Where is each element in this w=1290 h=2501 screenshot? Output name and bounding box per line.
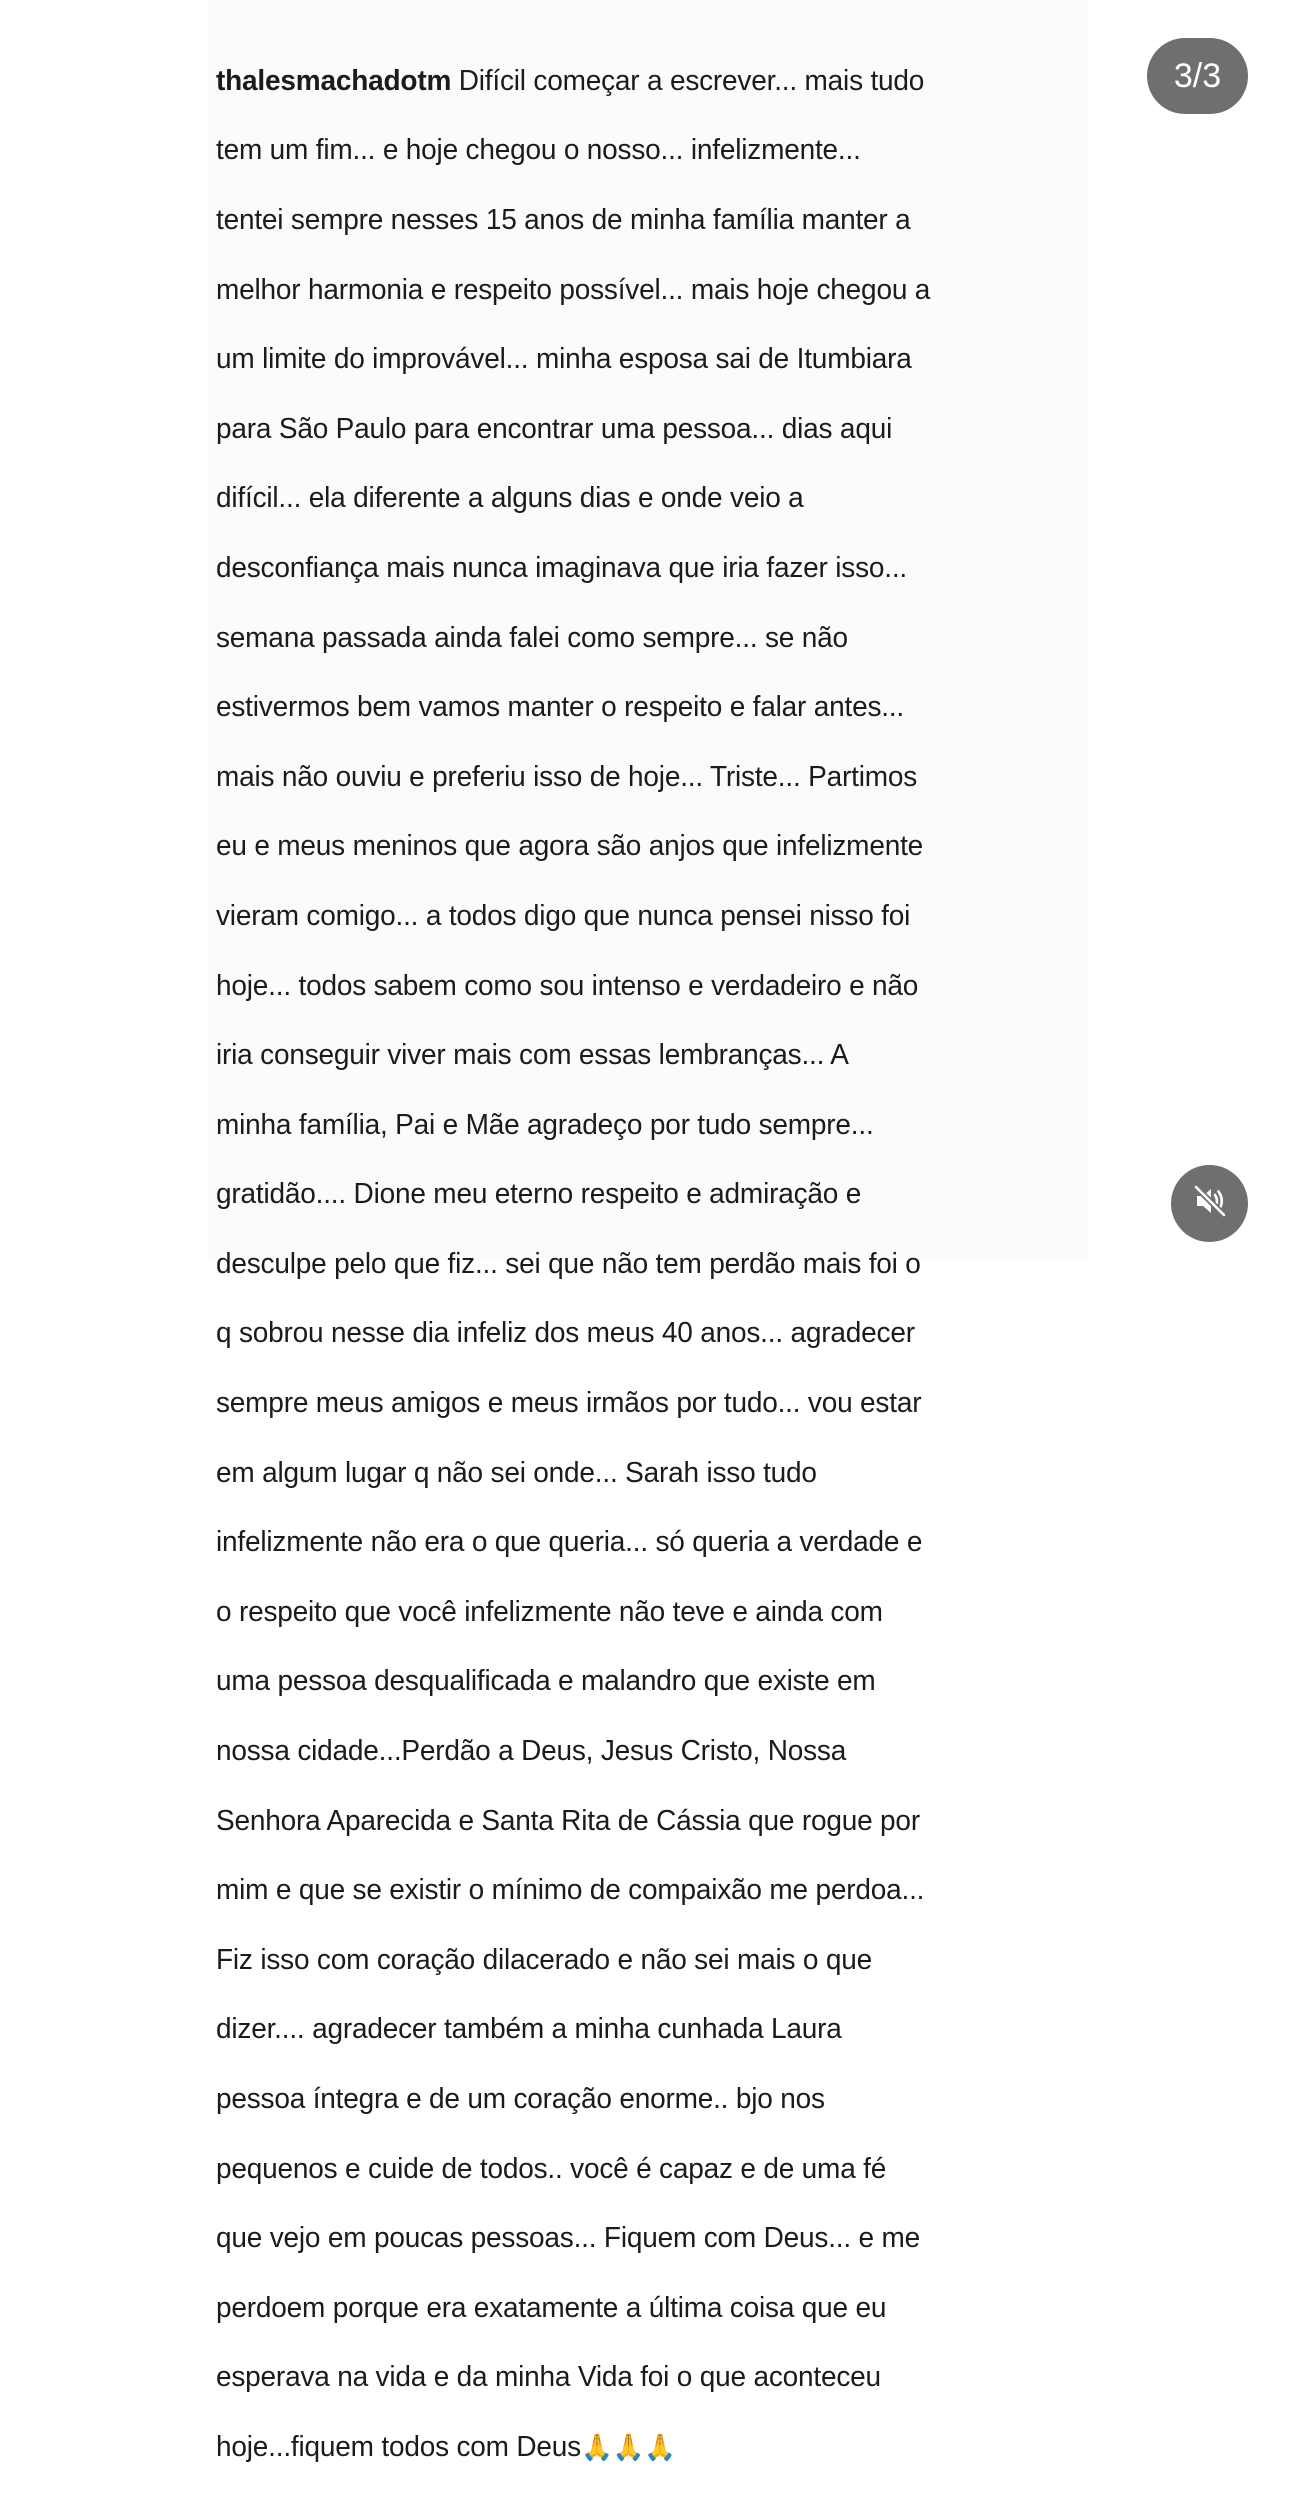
caption-line: que vejo em poucas pessoas... Fiquem com Deus... e me	[216, 2222, 921, 2255]
caption-line: melhor harmonia e respeito possível... mais hoje chegou a	[216, 273, 931, 306]
username: thalesmachadotm	[216, 64, 452, 97]
caption-line: esperava na vida e da minha Vida foi o que aconteceu	[216, 2361, 881, 2394]
caption-line: iria conseguir viver mais com essas lembranças... A	[216, 1039, 849, 1072]
caption-line: difícil... ela diferente a alguns dias e onde veio a	[216, 482, 804, 515]
caption-line: dizer.... agradecer também a minha cunhada Laura	[216, 2013, 842, 2046]
speaker-muted-icon	[1190, 1181, 1230, 1226]
post-caption	[216, 29, 1076, 2501]
caption-line: um limite do improvável... minha esposa sai de Itumbiara	[216, 343, 912, 376]
caption-line: para São Paulo para encontrar uma pessoa... dias aqui	[216, 412, 893, 445]
caption-line: thalesmachadotm Difícil começar a escrever... mais tudo	[216, 64, 925, 97]
caption-line: nossa cidade...Perdão a Deus, Jesus Cristo, Nossa	[216, 1735, 847, 1768]
caption-line: uma pessoa desqualificada e malandro que existe em	[216, 1665, 876, 1698]
caption-line: mais não ouviu e preferiu isso de hoje... Triste... Partimos	[216, 760, 918, 793]
caption-line: tentei sempre nesses 15 anos de minha família manter a	[216, 203, 911, 236]
caption-line: tem um fim... e hoje chegou o nosso... infelizmente...	[216, 134, 861, 167]
praying-hands-icon: 🙏🙏🙏	[580, 2432, 676, 2463]
caption-line: vieram comigo... a todos digo que nunca pensei nisso foi	[216, 899, 911, 932]
caption-line: gratidão.... Dione meu eterno respeito e admiração e	[216, 1178, 862, 1211]
caption-line: o respeito que você infelizmente não teve e ainda com	[216, 1595, 883, 1628]
caption-line: minha família, Pai e Mãe agradeço por tudo sempre...	[216, 1108, 874, 1141]
mute-button[interactable]	[1171, 1165, 1248, 1242]
caption-line: Senhora Aparecida e Santa Rita de Cássia que rogue por	[216, 1804, 920, 1837]
caption-line: desconfiança mais nunca imaginava que iria fazer isso...	[216, 551, 907, 584]
caption-line: perdoem porque era exatamente a última coisa que eu	[216, 2291, 887, 2324]
caption-line: pessoa íntegra e de um coração enorme.. bjo nos	[216, 2083, 825, 2116]
caption-line: desculpe pelo que fiz... sei que não tem perdão mais foi o	[216, 1247, 921, 1280]
caption-line: mim e que se existir o mínimo de compaixão me perdoa...	[216, 1874, 925, 1907]
caption-line: semana passada ainda falei como sempre... se não	[216, 621, 848, 654]
caption-line: hoje... todos sabem como sou intenso e verdadeiro e não	[216, 969, 919, 1002]
caption-line: sempre meus amigos e meus irmãos por tudo... vou estar	[216, 1387, 922, 1420]
caption-line: em algum lugar q não sei onde... Sarah isso tudo	[216, 1456, 817, 1489]
story-page-counter: 3/3	[1147, 38, 1248, 114]
caption-line: q sobrou nesse dia infeliz dos meus 40 anos... agradecer	[216, 1317, 915, 1350]
caption-line: pequenos e cuide de todos.. você é capaz e de uma fé	[216, 2152, 887, 2185]
caption-line: estivermos bem vamos manter o respeito e falar antes...	[216, 691, 905, 724]
caption-line: eu e meus meninos que agora são anjos que infelizmente	[216, 830, 924, 863]
caption-line: Fiz isso com coração dilacerado e não sei mais o que	[216, 1943, 872, 1976]
caption-line: hoje...fiquem todos com Deus🙏🙏🙏	[216, 2430, 676, 2463]
caption-line: infelizmente não era o que queria... só queria a verdade e	[216, 1526, 923, 1559]
